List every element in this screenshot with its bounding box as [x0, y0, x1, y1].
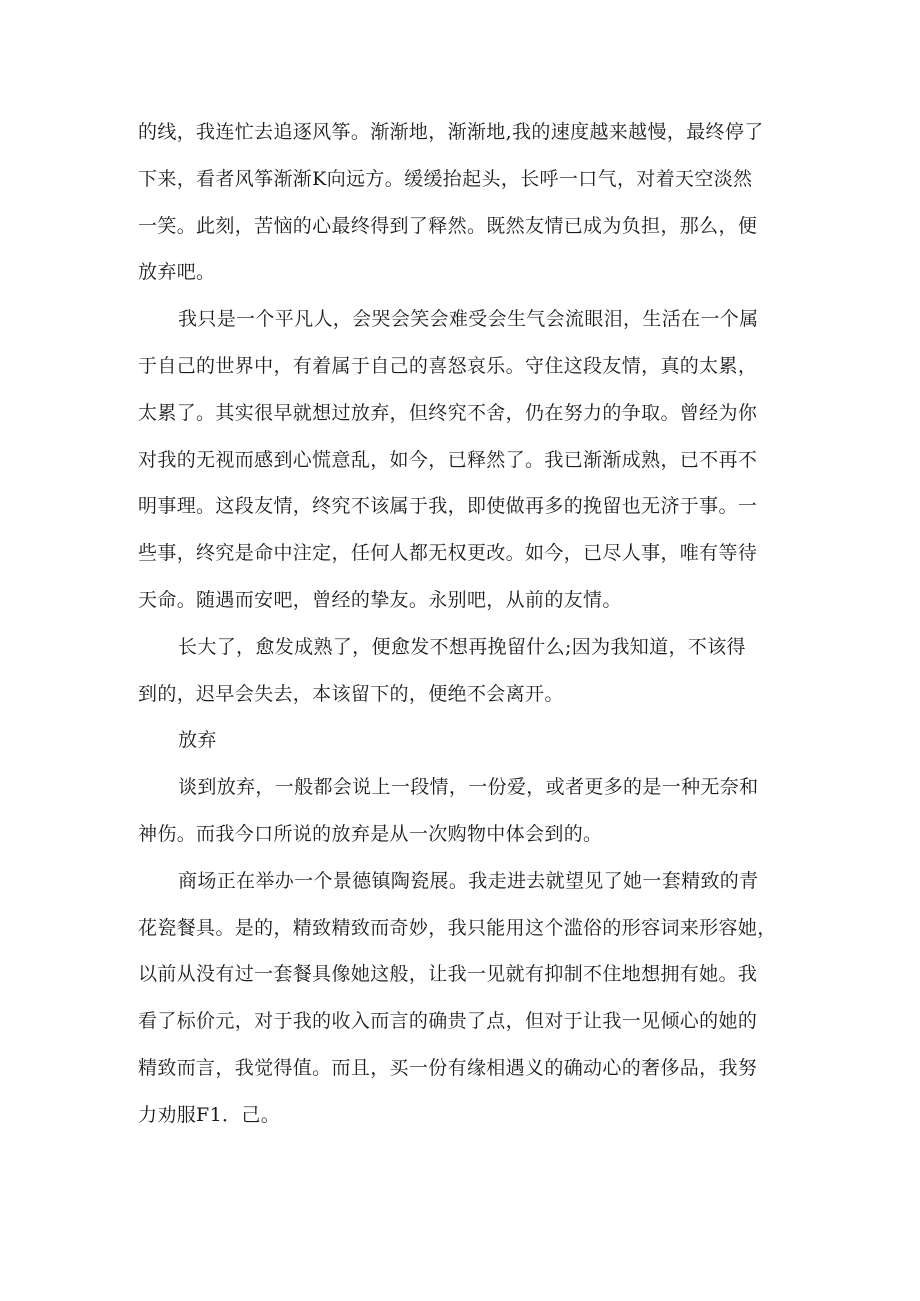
text-line: 以前从没有过一套餐具像她这般，让我一见就有抑制不住地想拥有她。我: [138, 963, 758, 986]
text-line: 明事理。这段友情，终究不该属于我，即使做再多的挽留也无济于事。一: [138, 495, 758, 518]
paragraph-start-line: 谈到放弃，一般都会说上一段情，一份爱，或者更多的是一种无奈和: [178, 776, 759, 799]
text-line: 神伤。而我今口所说的放弃是从一次购物中体会到的。: [138, 822, 603, 845]
text-line: 于自己的世界中，有着属于自己的喜怒哀乐。守住这段友情，真的太累，: [138, 354, 758, 377]
text-line: 看了标价元，对于我的收入而言的确贵了点，但对于让我一见倾心的她的: [138, 1010, 758, 1033]
text-line: 精致而言，我觉得值。而且，买一份有缘相遇义的确动心的奢侈品，我努: [138, 1056, 758, 1079]
text-line: 到的，迟早会失去，本该留下的，便绝不会离开。: [138, 682, 564, 705]
text-line: 天命。随遇而安吧，曾经的挚友。永别吧，从前的友情。: [138, 588, 622, 611]
paragraph-start-line: 我只是一个平凡人，会哭会笑会难受会生气会流眼泪，生活在一个属: [178, 308, 759, 331]
text-line: 对我的无视而感到心慌意乱，如今，已释然了。我已渐渐成熟，已不再不: [138, 448, 758, 471]
text-line: 些事，终究是命中注定，任何人都无权更改。如今，已尽人事，唯有等待: [138, 542, 758, 565]
text-line: 力劝服F1．己。: [138, 1103, 281, 1126]
section-heading: 放弃: [178, 729, 217, 752]
text-line: 一笑。此刻，苦恼的心最终得到了释然。既然友情已成为负担，那么，便: [138, 214, 758, 237]
text-line: 的线，我连忙去追逐风筝。渐渐地，渐渐地,我的速度越来越慢，最终停了: [138, 121, 764, 143]
body-text: [138, 109, 788, 1139]
text-line: 太累了。其实很早就想过放弃，但终究不舍，仍在努力的争取。曾经为你: [138, 401, 758, 424]
paragraph-start-line: 长大了，愈发成熟了，便愈发不想再挽留什么;因为我知道，不该得: [178, 635, 746, 658]
text-line: 下来，看者风筝渐渐K向远方。缓缓抬起头，长呼一口气，对着天空淡然: [138, 167, 753, 190]
text-line: 花瓷餐具。是的，精致精致而奇妙，我只能用这个滥俗的形容词来形容她，: [138, 916, 777, 939]
text-line: 放弃吧。: [138, 261, 216, 284]
paragraph-start-line: 商场正在举办一个景德镇陶瓷展。我走进去就望见了她一套精致的青: [178, 869, 759, 892]
